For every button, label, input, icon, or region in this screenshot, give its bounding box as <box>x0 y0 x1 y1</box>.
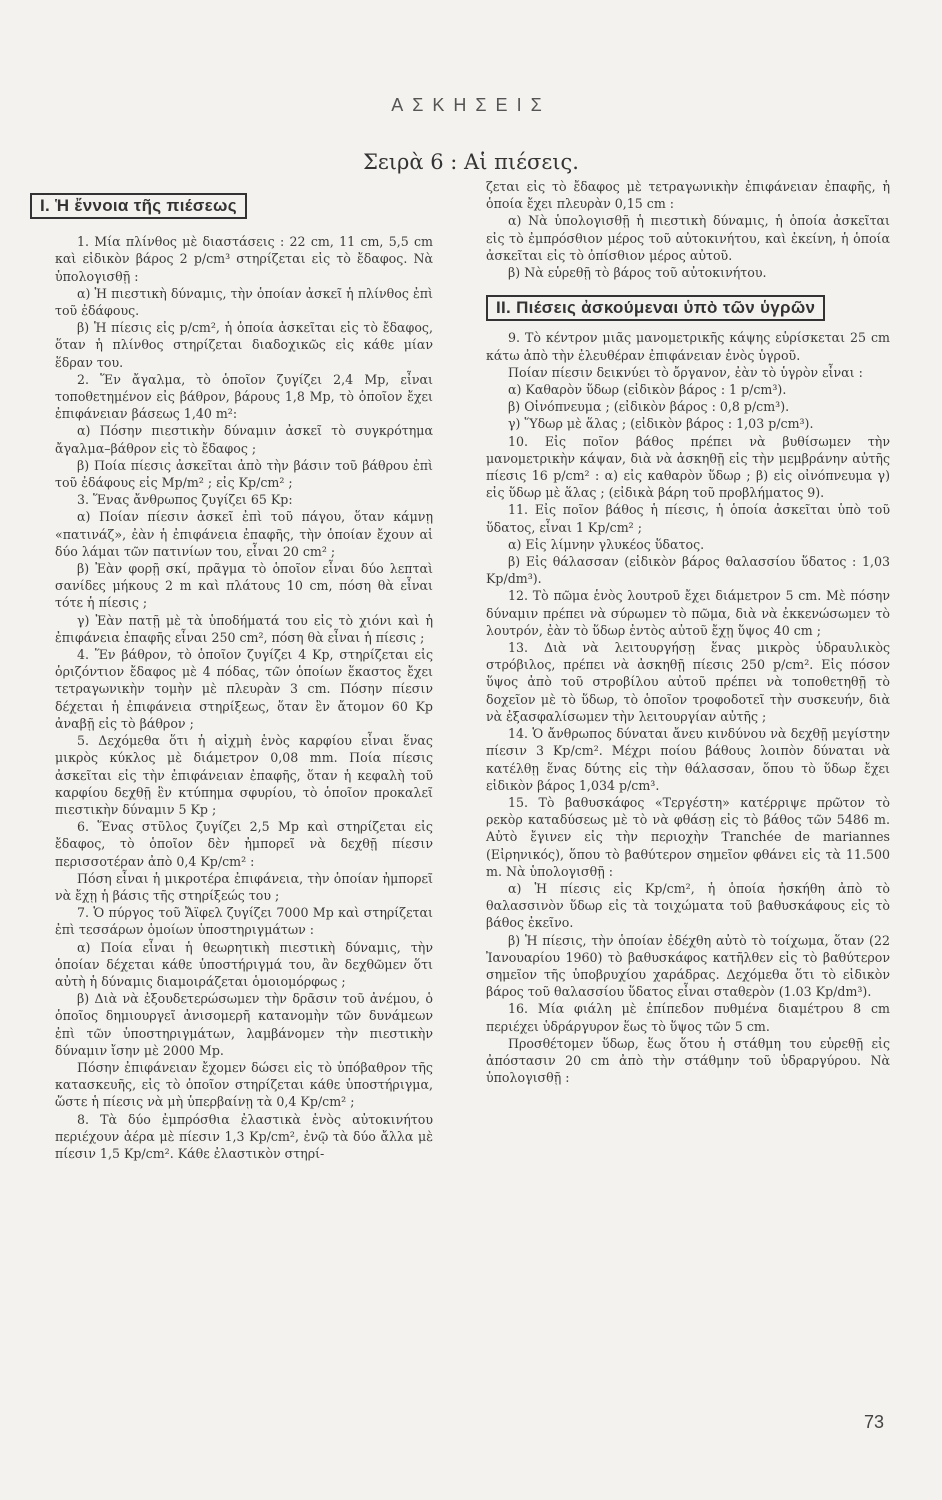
paragraph: β) Εἰς θάλασσαν (εἰδικὸν βάρος θαλασσίου ὕδατος : 1,03 Kp/dm³). <box>486 554 890 587</box>
paragraph: 7. Ὁ πύργος τοῦ Ἄϊφελ ζυγίζει 7000 Mp καὶ στηρίζεται ἐπὶ τεσσάρων ὁμοίων ὑποστηριγμάτων : <box>55 905 433 938</box>
page-number: 73 <box>863 1412 884 1432</box>
paragraph: β) Ἡ πίεσις εἰς p/cm², ἡ ὁποία ἀσκεῖται εἰς τὸ ἔδαφος, ὅταν ἡ πλίνθος στηρίζεται διαδοχικῶς εἰς κάθε μίαν ἕδραν του. <box>55 320 433 370</box>
paragraph: α) Ποία εἶναι ἡ θεωρητικὴ πιεστικὴ δύναμις, τὴν ὁποίαν δέχεται κάθε ὑποστήριγμά του, ἂν δεχθῶμεν ὅτι αὐτὴ ἡ δύναμις διαμοιράζεται ὁμοιομόρφως ; <box>55 939 433 989</box>
paragraph: 15. Τὸ βαθυσκάφος «Τεργέστη» κατέρριψε πρῶτον τὸ ρεκὸρ καταδύσεως μὲ τὸ νὰ φθάσῃ εἰς τὸ βάθος τῶν 5486 m. Αὐτὸ ἔγινεν εἰς τὴν περιοχὴν Tranchée de mariannes (Εἰρηνικός), ὅπου τὸ βαθύτερον σημεῖον φθάνει εἰς τὰ 11.500 m. Νὰ ὑπολογισθῇ : <box>486 794 890 879</box>
paragraph: Προσθέτομεν ὕδωρ, ἕως ὅτου ἡ στάθμη του εὑρεθῇ εἰς ἀπόστασιν 20 cm ἀπὸ τὴν στάθμην τοῦ ὑδραργύρου. Νὰ ὑπολογισθῇ : <box>486 1035 890 1086</box>
paragraph: 6. Ἕνας στῦλος ζυγίζει 2,5 Mp καὶ στηρίζεται εἰς ἔδαφος, τὸ ὁποῖον δὲν ἠμπορεῖ νὰ δεχθῇ πίεσιν περισσοτέραν ἀπὸ 0,4 Kp/cm² : <box>55 819 433 869</box>
paragraph: 13. Διὰ νὰ λειτουργήσῃ ἕνας μικρὸς ὑδραυλικὸς στρόβιλος, πρέπει νὰ ἀσκηθῇ πίεσις 250 p/cm². Εἰς πόσον ὕψος ἀπὸ τοῦ στροβίλου αὐτοῦ πρέπει νὰ τοποθετηθῇ τὸ δοχεῖον μὲ τὸ ὕδωρ, τὸ ὁποῖον τροφοδοτεῖ τὴν συσκευήν, διὰ νὰ ἐξασφαλίσωμεν τὴν λειτουργίαν αὐτῆς ; <box>486 640 890 724</box>
paragraph: 2. Ἕν ἄγαλμα, τὸ ὁποῖον ζυγίζει 2,4 Mp, εἶναι τοποθετημένον εἰς βάθρον, βάρους 1,8 Mp, τὸ ὁποῖον ἔχει ἐπιφάνειαν βάσεως 1,40 m²: <box>55 371 433 422</box>
paragraph: 11. Εἰς ποῖον βάθος ἡ πίεσις, ἡ ὁποία ἀσκεῖται ὑπὸ τοῦ ὕδατος, εἶναι 1 Kp/cm² ; <box>486 502 890 535</box>
paragraph: α) Ποίαν πίεσιν ἀσκεῖ ἐπὶ τοῦ πάγου, ὅταν κάμνῃ «πατινάζ», ἐὰν ἡ ἐπιφάνεια ἐπαφῆς, τὴν ὁποίαν ἔχουν αἱ δύο λάμαι τῶν πατινίων του, εἶναι 20 cm² ; <box>55 509 433 559</box>
paragraph: 3. Ἕνας ἄνθρωπος ζυγίζει 65 Kp: <box>77 492 293 508</box>
paragraph: β) Διὰ νὰ ἐξουδετερώσωμεν τὴν δρᾶσιν τοῦ ἀνέμου, ὁ ὁποῖος δημιουργεῖ ἀνισομερῆ κατανομὴν τῶν δυνάμεων ἐπὶ τῶν ὑποστηριγμάτων, λαμβάνομεν τὴν πιεστικὴν δύναμιν ἴσην μὲ 2000 Mp. <box>55 991 433 1058</box>
paragraph: 16. Μία φιάλη μὲ ἐπίπεδον πυθμένα διαμέτρου 8 cm περιέχει ὑδράργυρον ἕως τὸ ὕψος τῶν 5 cm. <box>486 1001 890 1034</box>
paragraph: ζεται εἰς τὸ ἔδαφος μὲ τετραγωνικὴν ἐπιφάνειαν ἐπαφῆς, ἡ ὁποία ἔχει πλευρὰν 0,15 cm : <box>486 179 890 212</box>
paragraph: Ποίαν πίεσιν δεικνύει τὸ ὄργανον, ἐὰν τὸ ὑγρὸν εἶναι : <box>508 364 863 380</box>
paragraph: 10. Εἰς ποῖον βάθος πρέπει νὰ βυθίσωμεν τὴν μανομετρικὴν κάψαν, διὰ νὰ ἀσκηθῇ εἰς τὴν μεμβράνην αὐτῆς πίεσις 16 p/cm² : α) εἰς καθαρὸν ὕδωρ ; β) εἰς οἰνόπνευμα γ) εἰς ὕδωρ μὲ ἅλας ; (εἰδικὰ βάρη τοῦ προβλήματος 9). <box>486 433 890 501</box>
paragraph: α) Καθαρὸν ὕδωρ (εἰδικὸν βάρος : 1 p/cm³). <box>508 382 787 398</box>
paragraph: 1. Μία πλίνθος μὲ διαστάσεις : 22 cm, 11 cm, 5,5 cm καὶ εἰδικὸν βάρος 2 p/cm³ στηρίζεται εἰς τὸ ἔδαφος. Νὰ ὑπολογισθῇ : <box>55 234 433 284</box>
paragraph: γ) Ἐὰν πατῇ μὲ τὰ ὑποδήματά του εἰς τὸ χιόνι καὶ ἡ ἐπιφάνεια ἐπαφῆς εἶναι 250 cm², πόση θὰ εἶναι ἡ πίεσις ; <box>55 612 433 645</box>
paragraph: α) Ἡ πίεσις εἰς Kp/cm², ἡ ὁποία ἠσκήθη ἀπὸ τὸ θαλασσινὸν ὕδωρ εἰς τὰ τοιχώματα τοῦ βαθυσκάφους εἰς τὸ βάθος ἐκεῖνο. <box>486 880 890 931</box>
paragraph: α) Πόσην πιεστικὴν δύναμιν ἀσκεῖ τὸ συγκρότημα ἄγαλμα–βάθρον εἰς τὸ ἔδαφος ; <box>55 423 433 456</box>
paragraph: β) Ποία πίεσις ἀσκεῖται ἀπὸ τὴν βάσιν τοῦ βάθρου ἐπὶ τοῦ ἐδάφους εἰς Mp/m² ; εἰς Kp/cm² ; <box>55 457 433 491</box>
right-column <box>486 178 890 1086</box>
paragraph: γ) Ὕδωρ μὲ ἅλας ; (εἰδικὸν βάρος : 1,03 p/cm³). <box>508 416 814 432</box>
paragraph: Πόσην ἐπιφάνειαν ἔχομεν δώσει εἰς τὸ ὑπόβαθρον τῆς κατασκευῆς, εἰς τὸ ὁποῖον στηρίζεται κάθε ὑποστήριγμα, ὥστε ἡ πίεσις νὰ μὴ ὑπερβαίνῃ τὰ 0,4 Kp/cm² ; <box>55 1059 433 1110</box>
paragraph: β) Ἐὰν φορῇ σκί, πρᾶγμα τὸ ὁποῖον εἶναι δύο λεπταὶ σανίδες μήκους 2 m καὶ πλάτους 10 cm, πόση θὰ εἶναι τότε ἡ πίεσις ; <box>55 561 433 611</box>
section-heading-1: I. Ἡ ἔννοια τῆς πιέσεως <box>30 193 247 219</box>
section-heading-2: II. Πιέσεις ἀσκούμεναι ὑπὸ τῶν ὑγρῶν <box>486 295 825 321</box>
paragraph: α) Εἰς λίμνην γλυκέος ὕδατος. <box>508 536 705 552</box>
paragraph: α) Νὰ ὑπολογισθῇ ἡ πιεστικὴ δύναμις, ἡ ὁποία ἀσκεῖται εἰς τὸ ἐμπρόσθιον μέρος τοῦ αὐτοκινήτου, καὶ ἐκείνη, ἡ ὁποία ἀσκεῖται εἰς τὸ ὀπίσθιον μέρος αὐτοῦ. <box>486 213 890 263</box>
paragraph: 9. Τὸ κέντρον μιᾶς μανομετρικῆς κάψης εὑρίσκεται 25 cm κάτω ἀπὸ τὴν ἐλευθέραν ἐπιφάνειαν ἑνὸς ὑγροῦ. <box>486 330 890 363</box>
paragraph: Πόση εἶναι ἡ μικροτέρα ἐπιφάνεια, τὴν ὁποίαν ἠμπορεῖ νὰ ἔχῃ ἡ βάσις τῆς στηρίξεώς του ; <box>55 870 433 903</box>
paragraph: β) Ἡ πίεσις, τὴν ὁποίαν ἐδέχθη αὐτὸ τὸ τοίχωμα, ὅταν (22 Ἰανουαρίου 1960) τὸ βαθυσκάφος κατῆλθεν εἰς τὸ βαθύτερον σημεῖον τῆς ὑποβρυχίου χαράδρας. Δεχόμεθα ὅτι τὸ εἰδικὸν βάρος τοῦ θαλασσίου ὕδατος εἶναι σταθερὸν (1.03 Kp/dm³). <box>486 932 890 1000</box>
paragraph: 14. Ὁ ἄνθρωπος δύναται ἄνευ κινδύνου νὰ δεχθῇ μεγίστην πίεσιν 3 Kp/cm². Μέχρι ποίου βάθους λοιπὸν δύναται νὰ κατέλθῃ ἕνας δύτης εἰς τὴν θάλασσαν, ὅπου τὸ ὕδωρ ἔχει εἰδικὸν βάρος 1,034 p/cm³. <box>486 726 890 793</box>
paragraph: β) Νὰ εὑρεθῇ τὸ βάρος τοῦ αὐτοκινήτου. <box>508 265 767 281</box>
paragraph: 12. Τὸ πῶμα ἑνὸς λουτροῦ ἔχει διάμετρον 5 cm. Μὲ πόσην δύναμιν πρέπει νὰ σύρωμεν τὸ πῶμα, διὰ νὰ ἐκκενώσωμεν τὸ λουτρόν, ἐὰν τὸ ὕδωρ ἐντὸς αὐτοῦ ἔχῃ ὕψος 40 cm ; <box>486 588 890 638</box>
paragraph: α) Ἡ πιεστικὴ δύναμις, τὴν ὁποίαν ἀσκεῖ ἡ πλίνθος ἐπὶ τοῦ ἐδάφους. <box>55 285 433 319</box>
left-column <box>40 175 433 1162</box>
paragraph: 8. Τὰ δύο ἐμπρόσθια ἐλαστικὰ ἑνὸς αὐτοκινήτου περιέχουν ἀέρα μὲ πίεσιν 1,3 Kp/cm², ἐνῷ τὰ δύο ἄλλα μὲ πίεσιν 1,5 Kp/cm². Κάθε ἐλαστικὸν στηρί- <box>55 1111 433 1161</box>
paragraph: 5. Δεχόμεθα ὅτι ἡ αἰχμὴ ἑνὸς καρφίου εἶναι ἕνας μικρὸς κύκλος μὲ διάμετρον 0,08 mm. Ποία πίεσις ἀσκεῖται εἰς τὴν ἐπιφάνειαν ἐπαφῆς, ὅταν ἡ κεφαλὴ τοῦ καρφίου δεχθῇ ἓν κτύπημα σφυρίου, τὸ ὁποῖον προκαλεῖ πιεστικὴν δύναμιν 5 Kp ; <box>55 733 433 817</box>
page-header: ΑΣΚΗΣΕΙΣ <box>391 95 551 115</box>
paragraph: β) Οἰνόπνευμα ; (εἰδικὸν βάρος : 0,8 p/cm³). <box>508 399 790 415</box>
series-title: Σειρὰ 6 : Αἱ πιέσεις. <box>363 150 579 174</box>
paragraph: 4. Ἕν βάθρον, τὸ ὁποῖον ζυγίζει 4 Kp, στηρίζεται εἰς ὁριζόντιον ἔδαφος μὲ 4 πόδας, τῶν ὁποίων ἕκαστος ἔχει τετραγωνικὴν τομὴν μὲ πλευρὰν 3 cm. Πόσην πίεσιν δέχεται ἡ ἐπιφάνεια στηρίξεως, ὅταν ἓν ἄτομον 60 Kp ἀναβῇ εἰς τὸ βάθρον ; <box>55 647 433 731</box>
